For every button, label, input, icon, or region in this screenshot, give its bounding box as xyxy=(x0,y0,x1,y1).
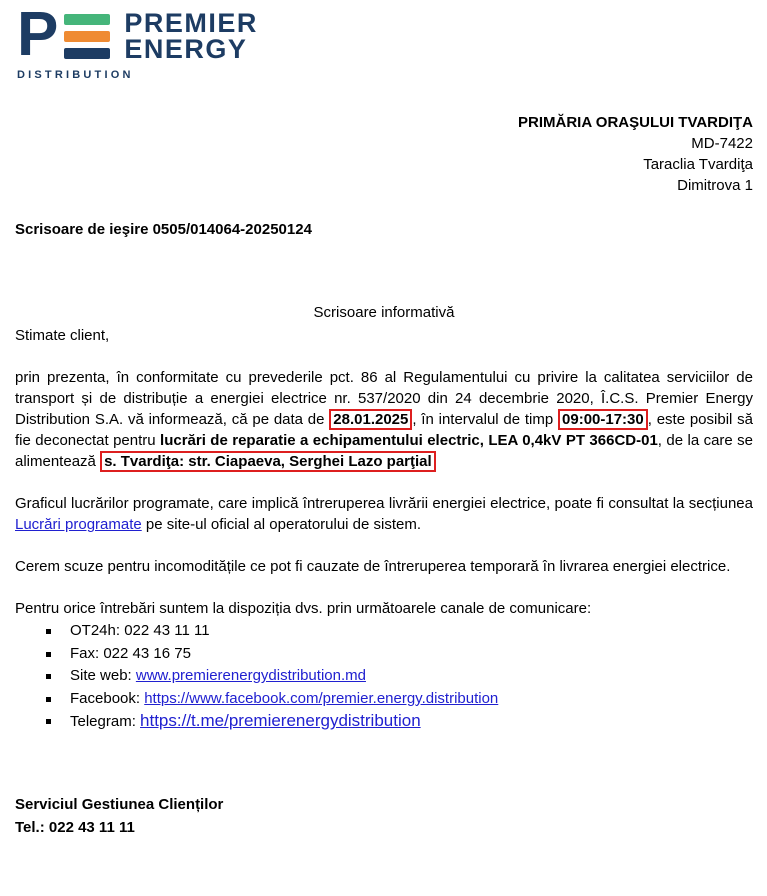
logo-distribution-label: DISTRIBUTION xyxy=(17,69,134,81)
para2-after-link: pe site-ul oficial al operatorului de sistem. xyxy=(141,516,422,533)
recipient-address-block xyxy=(15,112,753,196)
outgoing-letter-reference: Scrisoare de ieşire 0505/014064-20250124 xyxy=(15,221,312,238)
logo-bar-green xyxy=(64,14,110,25)
premier-energy-logo xyxy=(17,0,258,86)
recipient-street: Dimitrova 1 xyxy=(677,177,753,194)
logo-e-bars-icon xyxy=(64,14,110,59)
logo-brand-line2: ENERGY xyxy=(124,34,248,64)
recipient-name: PRIMĂRIA ORAŞULUI TVARDIŢA xyxy=(518,114,753,131)
salutation: Stimate client, xyxy=(15,327,110,344)
telegram-link[interactable]: https://t.me/premierenergydistribution xyxy=(140,711,421,730)
highlight-affected-area: s. Tvardiţa: str. Ciapaeva, Serghei Lazo parţial xyxy=(100,451,436,472)
list-item-site-web xyxy=(15,665,753,688)
website-link[interactable]: www.premierenergydistribution.md xyxy=(135,667,366,684)
logo-brand-text xyxy=(124,10,258,62)
list-item-telegram xyxy=(15,710,753,734)
logo-p-letter: P xyxy=(17,0,57,69)
scheduled-works-link[interactable]: Lucrări programate xyxy=(15,516,142,533)
paragraph-disconnection-notice xyxy=(15,367,753,472)
signature-department: Serviciul Gestiunea Clienților xyxy=(15,795,224,813)
bullet-square-icon xyxy=(46,697,51,702)
recipient-postal-code: MD-7422 xyxy=(691,135,753,152)
para2-before-link: Graficul lucrărilor programate, care implică întreruperea livrării energiei electrice, poate fi consultat la secțiunea xyxy=(15,495,753,512)
channel-label: Site web: xyxy=(70,667,136,684)
works-description: lucrări de reparatie a echipamentului electric, LEA 0,4kV PT 366CD-01 xyxy=(160,432,658,449)
recipient-district: Taraclia Tvardiţa xyxy=(643,156,753,173)
para1-mid1: , în intervalul de timp xyxy=(412,411,559,428)
logo-brand-line1: PREMIER xyxy=(124,8,258,38)
para1-mid2: , este posibil să fie deconectat pentru xyxy=(15,411,753,449)
bullet-square-icon xyxy=(46,719,51,724)
channel-label: Facebook: xyxy=(70,689,145,707)
para1-mid3: , de la care se alimentează xyxy=(15,432,754,470)
channel-label: OT24h: 022 43 11 11 xyxy=(70,622,210,639)
paragraph-apology: Cerem scuze pentru incomoditățile ce pot fi cauzate de întreruperea temporară în livrarea energiei electrice. xyxy=(15,558,731,575)
logo-bar-orange xyxy=(64,31,110,42)
list-item-facebook xyxy=(15,688,753,711)
signature-phone: Tel.: 022 43 11 11 xyxy=(15,818,135,836)
logo-bar-navy xyxy=(64,48,110,59)
paragraph-contact-intro: Pentru orice întrebări suntem la dispoziția dvs. prin următoarele canale de comunicare: xyxy=(15,600,592,617)
channel-label: Telegram: xyxy=(70,713,141,730)
signature-block xyxy=(15,793,753,839)
facebook-link[interactable]: https://www.facebook.com/premier.energy.distribution xyxy=(144,689,499,707)
para1-intro: prin prezenta, în conformitate cu prevederile pct. 86 al Regulamentului cu privire la calitatea serviciilor de transport și de distribuție a energiei electrice nr. 537/2020 din 24 decembrie 2020, Î.C.S. Premier Energy Distribution S.A. vă informează, că pe data de xyxy=(15,369,753,428)
channel-label: Fax: 022 43 16 75 xyxy=(70,644,191,662)
list-item-fax xyxy=(15,643,753,666)
bullet-square-icon xyxy=(46,674,51,679)
bullet-square-icon xyxy=(46,652,51,657)
bullet-square-icon xyxy=(46,629,51,634)
highlight-time-interval: 09:00-17:30 xyxy=(558,409,648,430)
list-item-ot24h xyxy=(15,620,753,643)
paragraph-schedule-info xyxy=(15,493,753,535)
highlight-date: 28.01.2025 xyxy=(329,409,412,430)
letter-title: Scrisoare informativă xyxy=(313,304,455,321)
contact-channels-list xyxy=(15,620,753,734)
